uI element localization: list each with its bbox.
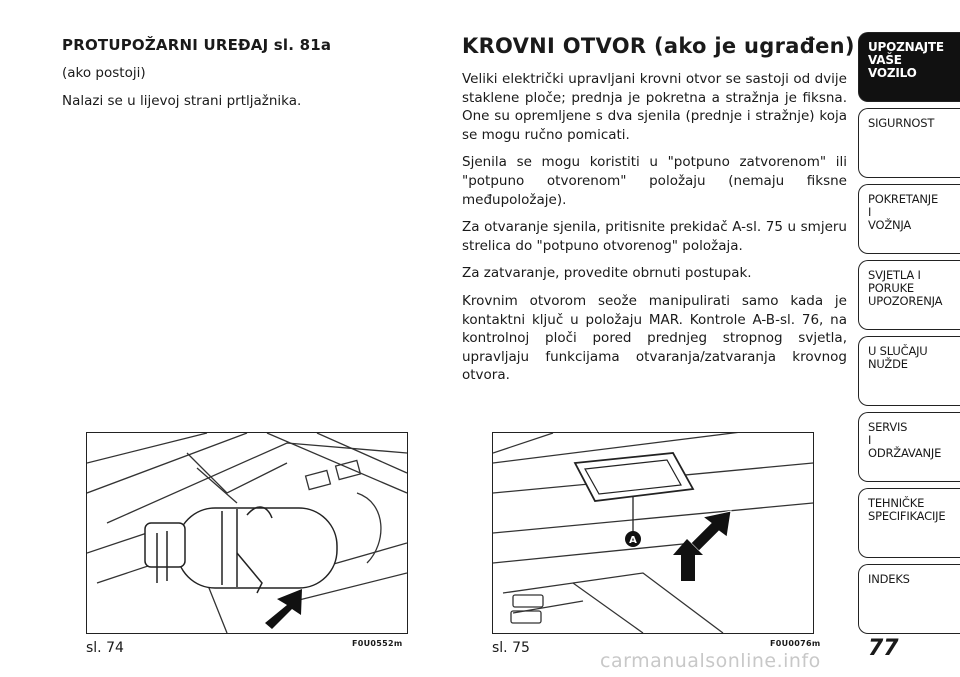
tab-u-slucaju-nuzde[interactable]: U SLUČAJU NUŽDE (858, 336, 960, 406)
sunroof-paragraph: Krovnim otvorom seože manipulirati samo kada je kontaktni ključ u položaju MAR. Kontrole A-B-sl. 76, na kontrolnoj ploči pored prednjeg stropnog svjetla, upravljaju funkcijama otvaranja/zatvaranja krovnog otvora. (462, 292, 847, 384)
figure-75-caption: sl. 75 (492, 640, 530, 656)
tab-upoznajte-vase-vozilo[interactable]: UPOZNAJTE VAŠE VOZILO (858, 32, 960, 102)
sunroof-heading: KROVNI OTVOR (ako je ugrađen) (462, 34, 855, 58)
sunroof-paragraph: Veliki električki upravljani krovni otvor se sastoji od dvije staklene ploče; prednja je pokretna a stražnja je fiksna. One su opremljene s dva sjenila (prednje i stražnje) koja se mogu ručno pomicati. (462, 71, 847, 143)
page-number: 77 (868, 636, 899, 661)
tab-servis-i-odrzavanje[interactable]: SERVIS I ODRŽAVANJE (858, 412, 960, 482)
fire-extinguisher-subtitle: (ako postoji) (62, 65, 146, 81)
tab-sigurnost[interactable]: SIGURNOST (858, 108, 960, 178)
sunroof-paragraph: Sjenila se mogu koristiti u "potpuno zatvorenom" ili "potpuno otvorenom" položaju (nemaju fiksne međupoložaje). (462, 154, 847, 208)
tab-indeks[interactable]: INDEKS (858, 564, 960, 634)
figure-74-code: F0U0552m (352, 639, 403, 648)
figure-74-fire-extinguisher-illustration (86, 432, 408, 634)
fire-extinguisher-text: Nalazi se u lijevoj strani prtljažnika. (62, 93, 302, 109)
sunroof-body (462, 70, 847, 394)
figure-75-code: F0U0076m (770, 639, 821, 648)
tab-tehnicke-specifikacije[interactable]: TEHNIČKE SPECIFIKACIJE (858, 488, 960, 558)
callout-a-label: A (629, 535, 637, 546)
figure-75-sunroof-switch-illustration (492, 432, 814, 634)
tab-svjetla-i-poruke-upozorenja[interactable]: SVJETLA I PORUKE UPOZORENJA (858, 260, 960, 330)
watermark: carmanualsonline.info (600, 650, 821, 672)
figure-74-caption: sl. 74 (86, 640, 124, 656)
sunroof-paragraph: Za zatvaranje, provedite obrnuti postupak. (462, 265, 752, 282)
sunroof-paragraph: Za otvaranje sjenila, pritisnite prekidač A-sl. 75 u smjeru strelica do "potpuno otvorenog" položaja. (462, 219, 847, 254)
tab-pokretanje-i-voznja[interactable]: POKRETANJE I VOŽNJA (858, 184, 960, 254)
fire-extinguisher-heading: PROTUPOŽARNI UREĐAJ sl. 81a (62, 36, 332, 54)
